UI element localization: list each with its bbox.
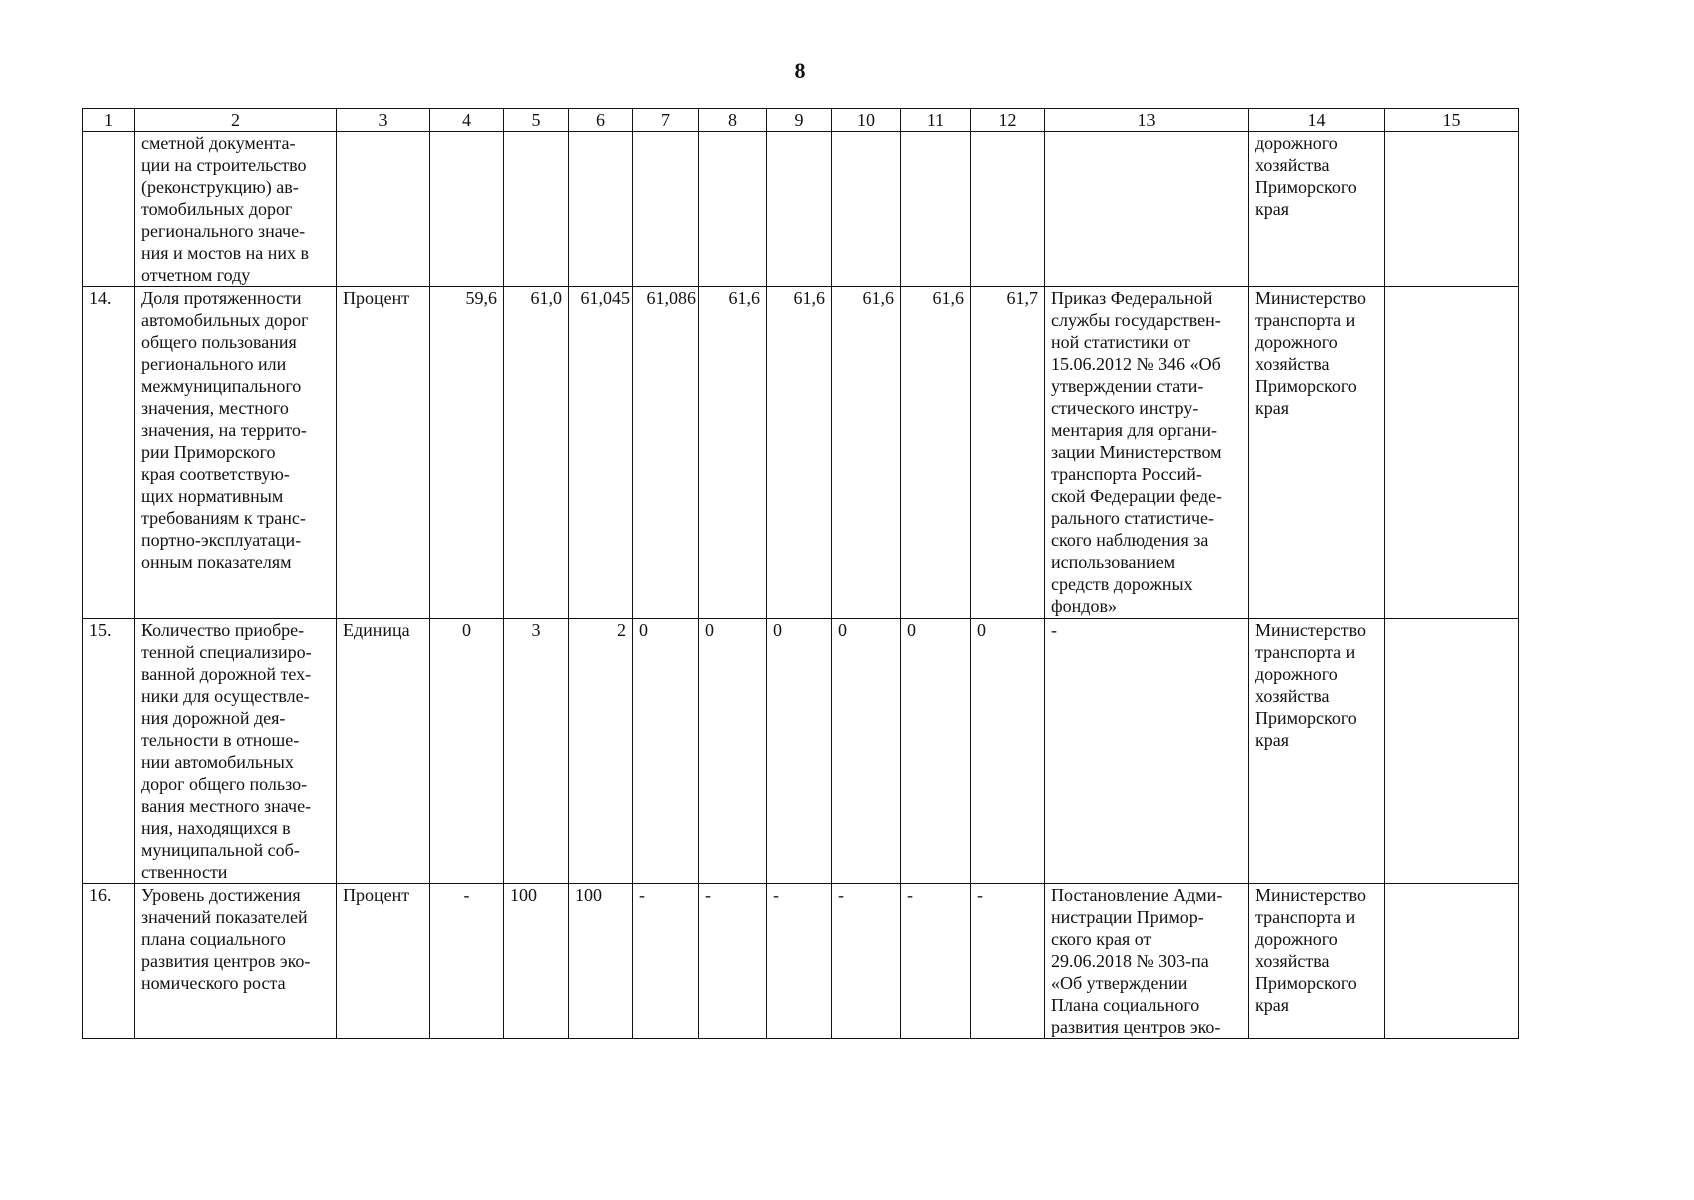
column-header: 9	[767, 109, 832, 132]
value-col-8: -	[699, 884, 767, 1039]
table-row	[83, 132, 1519, 287]
value-col-9	[767, 132, 832, 287]
value-col-8	[699, 132, 767, 287]
value-col-5	[504, 132, 569, 287]
table-row	[83, 287, 1519, 619]
column-numbers-row	[83, 109, 1519, 132]
value-col-10	[832, 132, 901, 287]
unit-cell: Единица	[337, 619, 430, 884]
value-col-5: 100	[504, 884, 569, 1039]
indicators-table	[82, 108, 1519, 1039]
value-col-12: -	[971, 884, 1045, 1039]
value-col-4: 0	[430, 619, 504, 884]
value-col-7: 0	[633, 619, 699, 884]
value-col-7: 61,086	[633, 287, 699, 619]
value-col-10: -	[832, 884, 901, 1039]
basis-document: Приказ Федеральной службы государствен- ной статистики от 15.06.2012 № 346 «Об утверждении стати- стического инстру- ментария для органи- зации Министерством транспорта Россий- ской Федерации феде- рального статистиче- ского наблюдения за использованием средств дорожных фондов»	[1045, 287, 1249, 619]
indicator-name: Количество приобре- тенной специализиро- ванной дорожной тех- ники для осуществле- ния дорожной дея- тельности в отноше- нии автомобильных дорог общего пользо- вания местного значе- ния, находящихся в муниципальной соб- ственности	[135, 619, 337, 884]
column-header: 7	[633, 109, 699, 132]
responsible-body: Министерство транспорта и дорожного хозяйства Приморского края	[1249, 287, 1385, 619]
column-header: 14	[1249, 109, 1385, 132]
column-header: 6	[569, 109, 633, 132]
column-header: 11	[901, 109, 971, 132]
row-number	[83, 132, 135, 287]
value-col-7: -	[633, 884, 699, 1039]
basis-document: Постановление Адми- нистрации Примор- ского края от 29.06.2018 № 303-па «Об утверждении Плана социального развития центров эко-	[1045, 884, 1249, 1039]
value-col-12: 61,7	[971, 287, 1045, 619]
value-col-7	[633, 132, 699, 287]
value-col-5: 61,0	[504, 287, 569, 619]
value-col-4	[430, 132, 504, 287]
value-col-8: 0	[699, 619, 767, 884]
note-cell	[1385, 132, 1519, 287]
value-col-8: 61,6	[699, 287, 767, 619]
value-col-12: 0	[971, 619, 1045, 884]
page-number: 8	[794, 58, 806, 83]
unit-cell	[337, 132, 430, 287]
value-col-4: 59,6	[430, 287, 504, 619]
column-header: 1	[83, 109, 135, 132]
responsible-body: дорожного хозяйства Приморского края	[1249, 132, 1385, 287]
basis-document	[1045, 132, 1249, 287]
note-cell	[1385, 884, 1519, 1039]
value-col-6: 100	[569, 884, 633, 1039]
column-header: 15	[1385, 109, 1519, 132]
indicator-name: сметной документа- ции на строительство (реконструкцию) ав- томобильных дорог регионального значе- ния и мостов на них в отчетном году	[135, 132, 337, 287]
value-col-9: 61,6	[767, 287, 832, 619]
column-header: 12	[971, 109, 1045, 132]
note-cell	[1385, 287, 1519, 619]
responsible-body: Министерство транспорта и дорожного хозяйства Приморского края	[1249, 619, 1385, 884]
value-col-10: 61,6	[832, 287, 901, 619]
table-row	[83, 884, 1519, 1039]
value-col-11: 0	[901, 619, 971, 884]
value-col-6	[569, 132, 633, 287]
value-col-11	[901, 132, 971, 287]
table-row	[83, 619, 1519, 884]
responsible-body: Министерство транспорта и дорожного хозяйства Приморского края	[1249, 884, 1385, 1039]
column-header: 2	[135, 109, 337, 132]
value-col-11: -	[901, 884, 971, 1039]
column-header: 8	[699, 109, 767, 132]
value-col-6: 61,045	[569, 287, 633, 619]
value-col-5: 3	[504, 619, 569, 884]
column-header: 4	[430, 109, 504, 132]
value-col-9: 0	[767, 619, 832, 884]
value-col-11: 61,6	[901, 287, 971, 619]
column-header: 5	[504, 109, 569, 132]
note-cell	[1385, 619, 1519, 884]
row-number: 16.	[83, 884, 135, 1039]
value-col-6: 2	[569, 619, 633, 884]
value-col-4: -	[430, 884, 504, 1039]
unit-cell: Процент	[337, 884, 430, 1039]
indicator-name: Доля протяженности автомобильных дорог общего пользования регионального или межмуниципального значения, местного значения, на террито- рии Приморского края соответствую- щих нормативным требованиям к транс- портно-эксплуатаци- онным показателям	[135, 287, 337, 619]
value-col-12	[971, 132, 1045, 287]
indicator-name: Уровень достижения значений показателей плана социального развития центров эко- номического роста	[135, 884, 337, 1039]
value-col-9: -	[767, 884, 832, 1039]
row-number: 14.	[83, 287, 135, 619]
value-col-10: 0	[832, 619, 901, 884]
column-header: 13	[1045, 109, 1249, 132]
column-header: 10	[832, 109, 901, 132]
column-header: 3	[337, 109, 430, 132]
row-number: 15.	[83, 619, 135, 884]
unit-cell: Процент	[337, 287, 430, 619]
basis-document: -	[1045, 619, 1249, 884]
